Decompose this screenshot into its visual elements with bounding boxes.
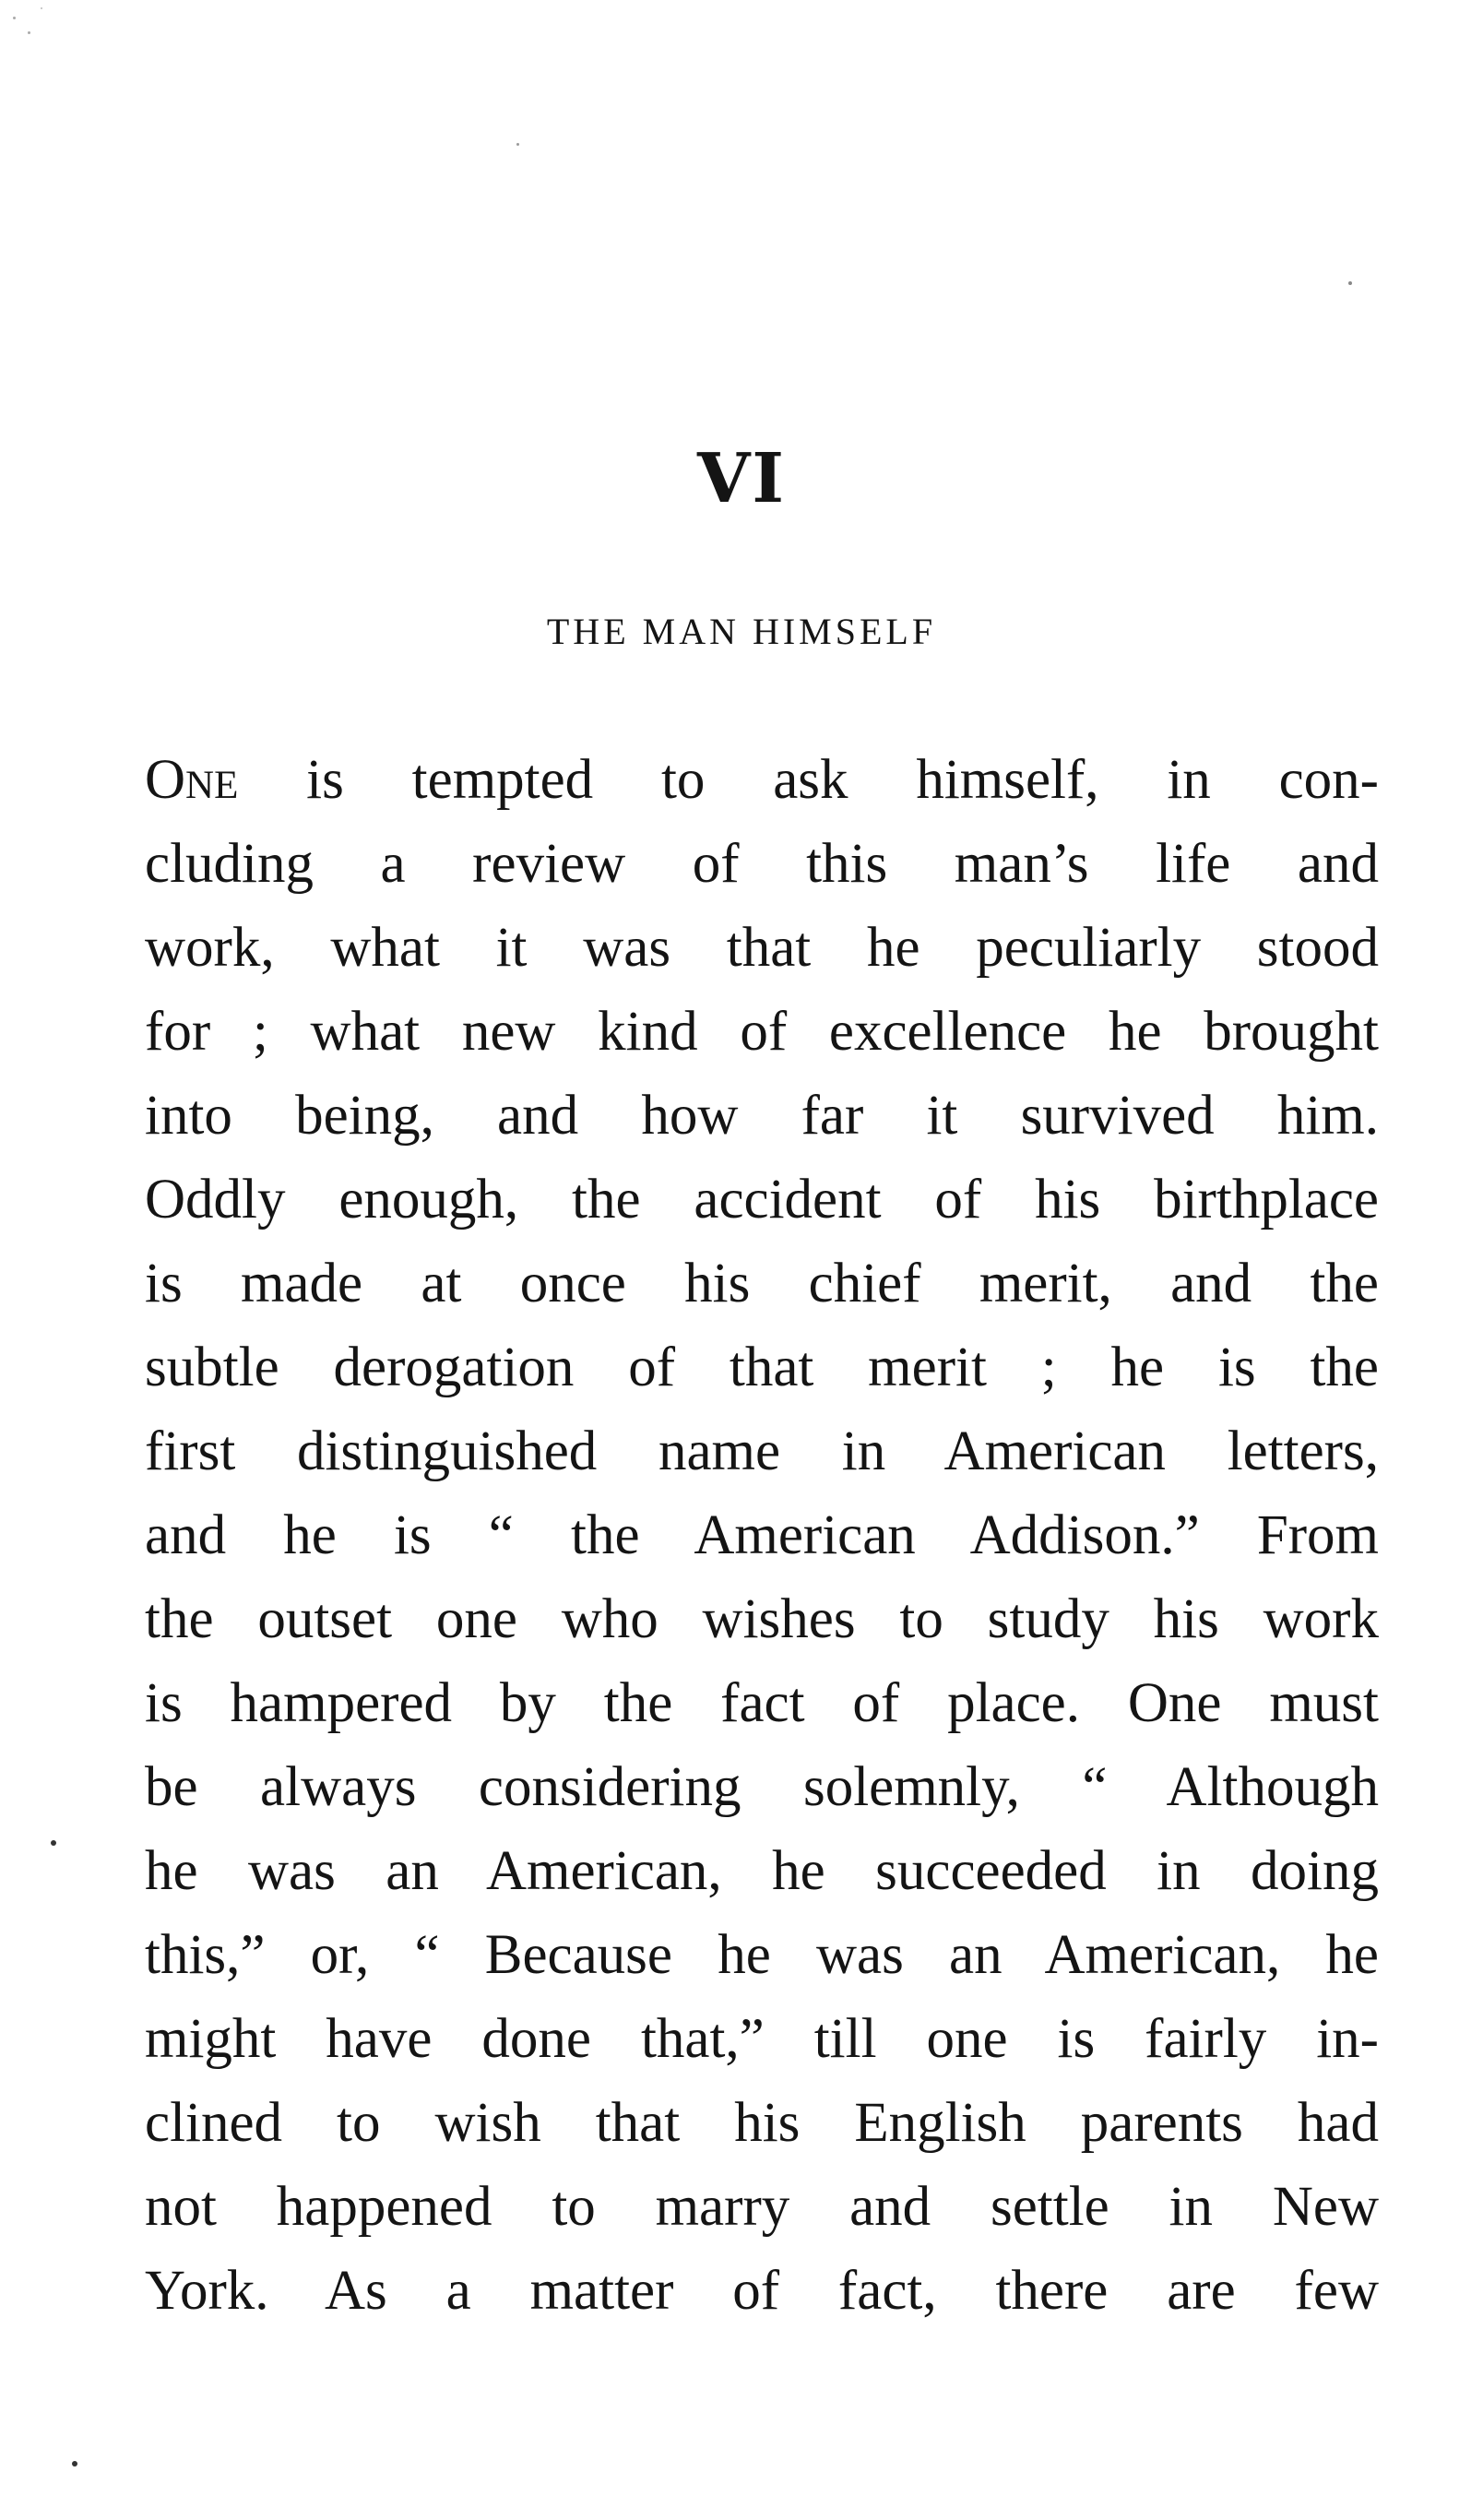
- text-line: be always considering solemnly, “ Although: [145, 1756, 1379, 1818]
- text-line: might have done that,” till one is fairly in-: [145, 2008, 1379, 2070]
- text-line: cluding a review of this man’s life and: [145, 833, 1379, 895]
- chapter-number: VI: [696, 439, 787, 518]
- text-line: into being, and how far it survived him.: [145, 1085, 1379, 1147]
- text-line: clined to wish that his English parents had: [145, 2092, 1379, 2154]
- scan-speck: [51, 1840, 56, 1846]
- text-line: [145, 738, 1379, 822]
- scan-speck: [1348, 281, 1352, 285]
- text-line: this,” or, “ Because he was an American, he: [145, 1924, 1379, 1986]
- scan-speck: [28, 31, 30, 34]
- text-line: Oddly enough, the accident of his birthplace: [145, 1169, 1379, 1230]
- text-line: the outset one who wishes to study his work: [145, 1588, 1379, 1650]
- scan-speck: [41, 7, 42, 9]
- text-line: York. As a matter of fact, there are few: [145, 2260, 1379, 2322]
- scan-speck: [13, 17, 16, 19]
- text-line: first distinguished name in American letters,: [145, 1420, 1379, 1482]
- text-line: is made at once his chief merit, and the: [145, 1253, 1379, 1314]
- text-line: not happened to marry and settle in New: [145, 2176, 1379, 2238]
- text-line-content: is tempted to ask himself, in con-: [238, 749, 1379, 811]
- scan-speck: [72, 2461, 77, 2467]
- text-line: work, what it was that he peculiarly stood: [145, 917, 1379, 979]
- text-line: subtle derogation of that merit ; he is the: [145, 1337, 1379, 1398]
- body-paragraph: [145, 738, 1379, 2333]
- text-line: for ; what new kind of excellence he brought: [145, 1001, 1379, 1063]
- opening-word: One: [145, 749, 239, 811]
- scan-speck: [516, 143, 519, 146]
- text-line: is hampered by the fact of place. One must: [145, 1672, 1379, 1734]
- text-line: and he is “ the American Addison.” From: [145, 1504, 1379, 1566]
- text-line: he was an American, he succeeded in doing: [145, 1840, 1379, 1902]
- chapter-title: THE MAN HIMSELF: [546, 611, 937, 652]
